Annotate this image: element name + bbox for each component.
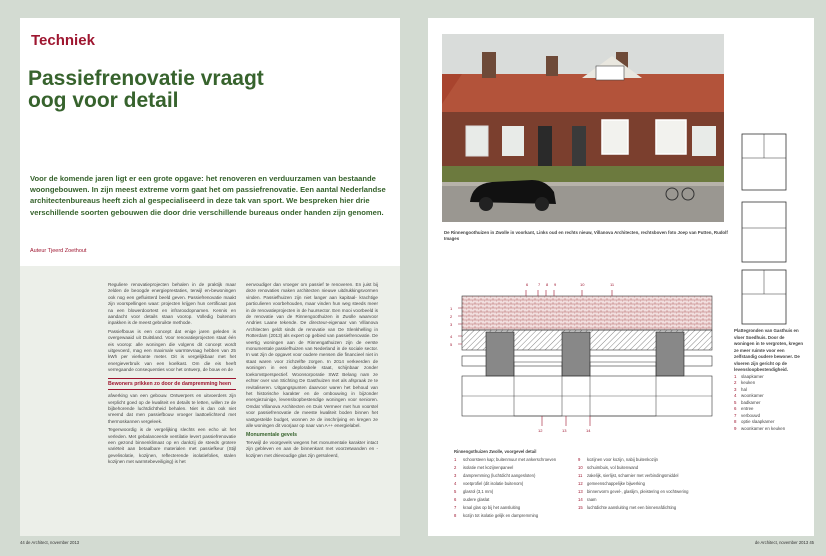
legend-item: 13 binnenvorm gevel-, glaslijm, pleistering en vochtwering [578,489,689,494]
drawing-label: 1 [450,306,453,311]
legend-item: 10 schuimbuis, vol buitenwand [578,465,639,470]
legend-item: 1 schoorsteen kap; buitenmuur met ankerschroeven [454,457,557,462]
plan-legend-item: 3 hal [734,386,747,392]
paragraph: afwerking van een gebouw. Ontwerpers en uitvoerders zijn verplicht goed op de kwaliteit en details te letten, willen ze de bijbehorende luchtdichtheid behalen. Niet is dan ook niet vreemd dat men passiefbouw vroeger laattoelichtend met thermoskannen vergeleek. [108,393,236,424]
paragraph: Tervwijl de voorgevels wegens het monumentale karakter intact zijn gebleven en aan de binnenkant met voorzetwanden en -kozijnen met drievoudige glas zijn geïsoleerd, [246,439,378,458]
plan-legend-head: Plattegronden van Gasthuis en vloer Soedhuis. Door de woningen in te vergroten, kregen ze meer ruimte voor een zelfstandig oudere bewoner. De vloeren zijn gericht op de levensloopbestendigheid. [734,328,804,372]
legend-column-left [454,456,574,520]
article-title [28,68,388,112]
house-illustration [442,34,724,222]
plan-legend [734,328,804,432]
floor-plans [734,128,794,328]
legend-item: 4 voetprofiel (dit isolatie buitenom) [454,481,524,486]
plan-legend-item: 7 verbouwd [734,412,761,418]
plan-legend-item: 9 woonkamer en keuken [734,425,786,431]
drawing-label: 10 [580,282,585,287]
drawing-label: 9 [554,282,557,287]
folio-right: de Architect, november 2013 45 [754,540,814,545]
body-column-2 [246,282,378,461]
technical-drawing [442,266,724,454]
legend-item: 14 raam [578,497,597,502]
floor-plan-drawing [734,128,794,328]
drawing-legend [454,448,734,520]
body-band [20,266,400,536]
paragraph: eenvoudiger dan vroeger om passief te renoveren. En juist bij deze renovaties maken architecten nieuwe uitdrukkingsvormen vinden. Passiefhuizen zijn niet langer aan kapitaal- krachtige particulieren voorbehouden, maar vinden hun weg steeds meer in de renovatieprojecten in de huursector. Een mooi voorbeeld is de renovatie van de Rinnengoothuizen in Zwolle waarvoor Andries Laane tekende. De directeur-eigenaar van Villanova Architecten geldt sinds de renovatie van De Slenkhelling in Rotterdam (2013) als expert op gebied van passiefrenovatie. De veertig woningen aan de Rinnengathuizen zijn de eerste monumentale passiefhuizen van Nederland in de sociale sector. In wat zijn de opgavet voor oudere mensen die financieel niet in staat waren voor zichzelfte zorgen. In 2014 verkeerden de woningen in een deplorabele staat, schijnbaar zonder toekomstperspectief. Woonsorporatie SWZ Belang nam ze echter over van Stichting De Gasthuizen met als afspraak ze te revitaliseren. Uitgangspunten daarvoor waren het behoud van het historische karakter en de ombouwing in bijzonder energiezuinige, levensloopbestendige woningen voor senioren. Omdat Villanova Architecten en Duis Vermeer met hun voorstel voor passiefrenovatie de meeste kwaliteit boden binnen het vastgestelde budget, wonnen ze de inschrijving en kregen ze alle woningen dit voorjaar op naar van A++ energielabel. [246,282,378,428]
legend-item: 7 kraal glas op bij het aansluiting [454,505,521,510]
drawing-label: 7 [538,282,541,287]
house-photo [442,34,724,222]
folio-left: 44 de Architect, november 2013 [20,540,80,545]
drawing-label: 5 [450,342,453,347]
plan-legend-item: 8 optie slaapkamer [734,419,775,424]
legend-item: 5 glasrol (3,1 mm) [454,489,494,494]
left-page [20,18,400,536]
body-column-1 [108,282,236,468]
legend-item: 15 luchtdichte aansluiting met een binnenafdichting [578,505,677,510]
legend-item: 3 dampremming (luchtdicht aangesloten) [454,473,536,478]
drawing-label: 6 [526,282,529,287]
drawing-label: 3 [450,322,453,327]
title-line-2: oog voor detail [28,89,179,112]
plan-legend-item: 1 slaapkamer [734,373,764,379]
drawing-label: 12 [538,428,543,433]
title-line-1: Passiefrenovatie vraagt [28,67,264,90]
legend-item: 11 zakelijk, sierlijst, scharnier met verbindingsmiddel [578,473,679,478]
legend-item: 12 gemeenschappelijke bijwerking [578,481,645,486]
legend-column-right [578,456,738,520]
intro-text: Voor de komende jaren ligt er een grote opgave: het renoveren en verduurzamen van bestaande woongebouwen. In zijn meest extreme vorm gaat het om passiefrenovatie. Een aantal Nederlandse architectenbureaus heeft zich al gespecialiseerd in deze tak van sport. We bespreken hier drie verschillende soorten gebouwen die door drie verschillende bureaus onder handen zijn genomen. [30,174,386,217]
section-label: Techniek [31,32,95,49]
drawing-label: 8 [546,282,549,287]
plan-legend-item: 2 keuken [734,380,756,385]
photo-caption: De Rinnengoothuizen in Zwolle in voorkant, Links oud en rechts nieuw, Villanova Architecten, rechtsboven foto Joep van Putten, Rudolf Images [444,230,728,242]
drawing-label: 11 [610,282,615,287]
section-detail-drawing [442,266,724,454]
drawing-label: 4 [450,334,453,339]
legend-item: 6 oudere glaslat [454,497,490,502]
legend-item: 9 kozijnen voor kozijn, nabij buitenkozijn [578,457,658,462]
plan-legend-item: 5 badkamer [734,399,761,405]
paragraph: Tegenwoordig is de vergelijking slechts een echo uit het verleden. Met gebalanceerde ventilatie levert passiefrenovatie een gezond binnenklimaat op en dankzij de steeds grotere variëteit aan betaalbare materialen met passiefkeur (Stijl gevelisolatie, kozijnen, reflecterende isolatiefolies, stalen kozijnen met warmtebeveiliging) is het [108,427,236,465]
legend-item: 2 isolatie met kozijnenpaneel [454,465,514,470]
drawing-label: 13 [562,428,567,433]
plan-legend-item: 6 entree [734,406,754,411]
section-subhead: Monumentale gevels [246,432,298,439]
legend-title: Rinnengothuizen Zwolle, voorgevel detail [454,449,537,454]
paragraph: Reguliere renovatieprojecten behalen in de praktijk maar zelden de beoogde energieprestaties, terwijl en-bewoningen ook nog een gefluisterd beeld geven. Passiefrenovatie maakt zijn voorspellingen waar: projecten krijgen hun certificaat pas na een blowerdoortest en infraroodopnamen. Kennis en aandacht voor details staan voorop. Volledig buitenom inpakken is de meest gebruikte methode. [108,282,236,326]
plan-legend-item: 4 woonkamer [734,393,764,398]
paragraph: Passiefbouw is een concept dat enige jaren geleden is overgewaaid uit Duitsland. Voor renovatieprojecten staat één eis voorop: alle woningen die volgens dit concept wordt uitgevoerd, mag een maximale warmtevraag hebben van 25 kWh per vierkante meter. Dit is vergelijkbaar met het energieverbruik van een koelkast. Om die eis heeft verregaande consequenties voor het ontwerp, de bouw en de [108,328,236,373]
drawing-label: 2 [450,314,453,319]
section-subhead: Bewoners prikken zo door de dampremming heen [108,378,236,390]
author-credit: Auteur Tjeerd Zoethout [30,248,87,254]
drawing-label: 14 [586,428,591,433]
legend-item: 8 kozijn tot isolatie gelijk en dampremming [454,513,539,518]
right-page [428,18,814,536]
